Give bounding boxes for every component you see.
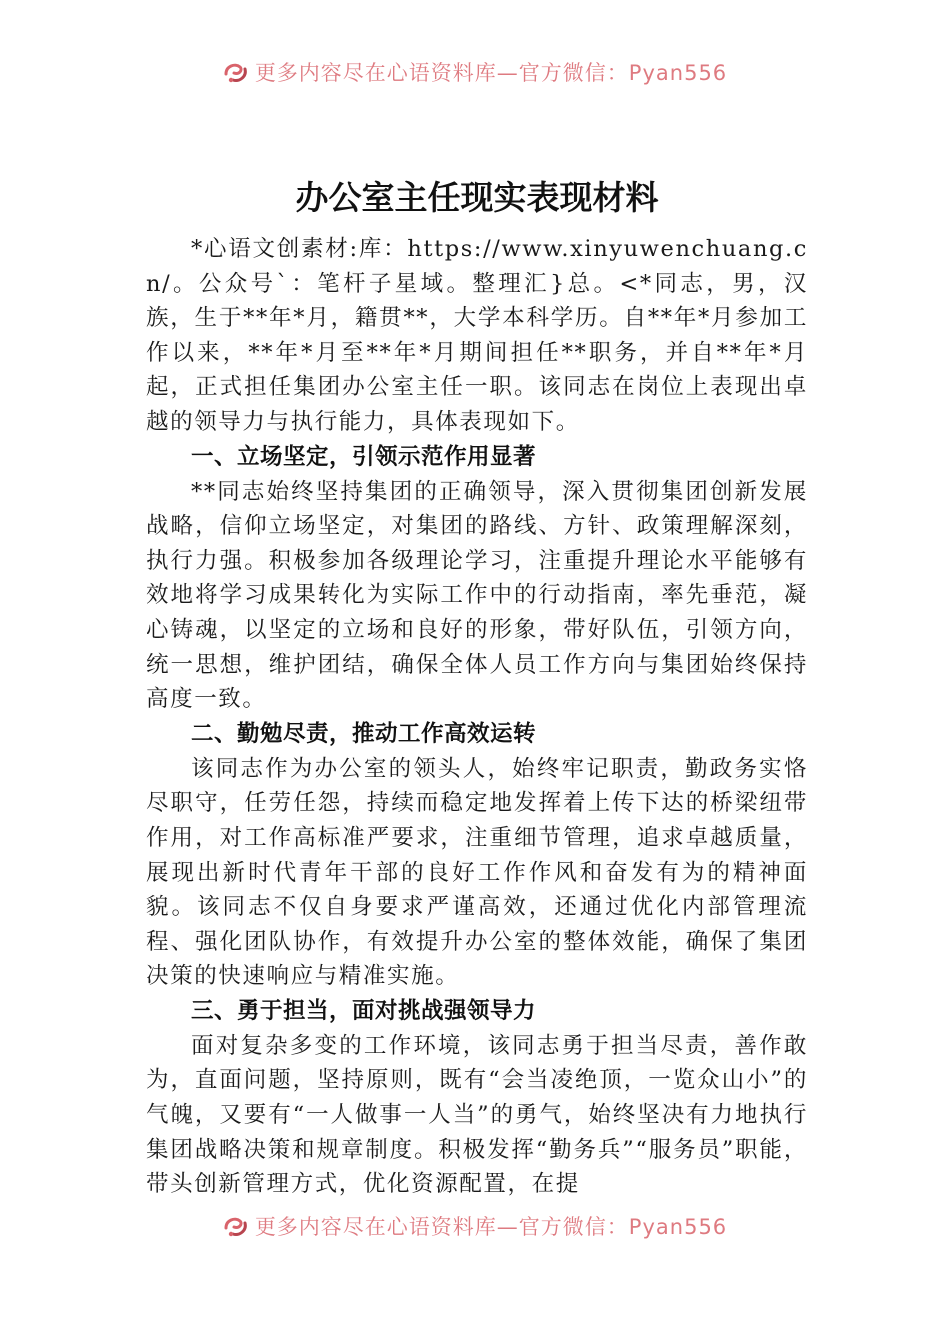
section-heading-2: 二、勤勉尽责，推动工作高效运转 — [191, 720, 537, 747]
section-heading-1: 一、立场坚定，引领示范作用显著 — [191, 443, 537, 470]
brand-logo-icon — [223, 1214, 249, 1238]
section-body-3: 面对复杂多变的工作环境，该同志勇于担当尽责，善作敢为，直面问题，坚持原则，既有“会当凌绝顶，一览众山小”的气魄，又要有“一人做事一人当”的勇气，始终坚决有力地执行集团战略决策和规章制度。积极发挥“勤务兵”“服务员”职能，带头创新管理方式，优化资源配置，在提 — [146, 1032, 808, 1198]
brand-logo-icon — [223, 60, 249, 84]
footer-watermark — [0, 1204, 950, 1244]
section-body-1: **同志始终坚持集团的正确领导，深入贯彻集团创新发展战略，信仰立场坚定，对集团的路线、方针、政策理解深刻，执行力强。积极参加各级理论学习，注重提升理论水平能够有效地将学习成果转化为实际工作中的行动指南，率先垂范，凝心铸魂，以坚定的立场和良好的形象，带好队伍，引领方向，统一思想，维护团结，确保全体人员工作方向与集团始终保持高度一致。 — [146, 478, 808, 713]
section-body-2: 该同志作为办公室的领头人，始终牢记职责，勤政务实恪尽职守，任劳任怨，持续而稳定地发挥着上传下达的桥梁纽带作用，对工作高标准严要求，注重细节管理，追求卓越质量，展现出新时代青年干部的良好工作作风和奋发有为的精神面貌。该同志不仅自身要求严谨高效，还通过优化内部管理流程、强化团队协作，有效提升办公室的整体效能，确保了集团决策的快速响应与精准实施。 — [146, 755, 808, 990]
watermark-group-bottom — [223, 1211, 727, 1241]
document-body — [146, 172, 808, 1202]
watermark-text: 更多内容尽在心语资料库—官方微信：Pyan556 — [254, 61, 728, 85]
header-watermark — [0, 50, 950, 90]
document-title: 办公室主任现实表现材料 — [295, 178, 659, 217]
watermark-text: 更多内容尽在心语资料库—官方微信：Pyan556 — [254, 1215, 728, 1239]
intro-paragraph: *心语文创素材:库：https://www.xinyuwenchuang.cn/。公众号`：笔杆子星域。整理汇}总。<*同志，男，汉族，生于**年*月，籍贯**，大学本科学历。自**年*月参加工作以来，**年*月至**年*月期间担任**职务，并自**年*月起，正式担任集团办公室主任一职。该同志在岗位上表现出卓越的领导力与执行能力，具体表现如下。 — [146, 236, 808, 435]
watermark-group — [223, 57, 727, 87]
section-heading-3: 三、勇于担当，面对挑战强领导力 — [191, 997, 537, 1024]
